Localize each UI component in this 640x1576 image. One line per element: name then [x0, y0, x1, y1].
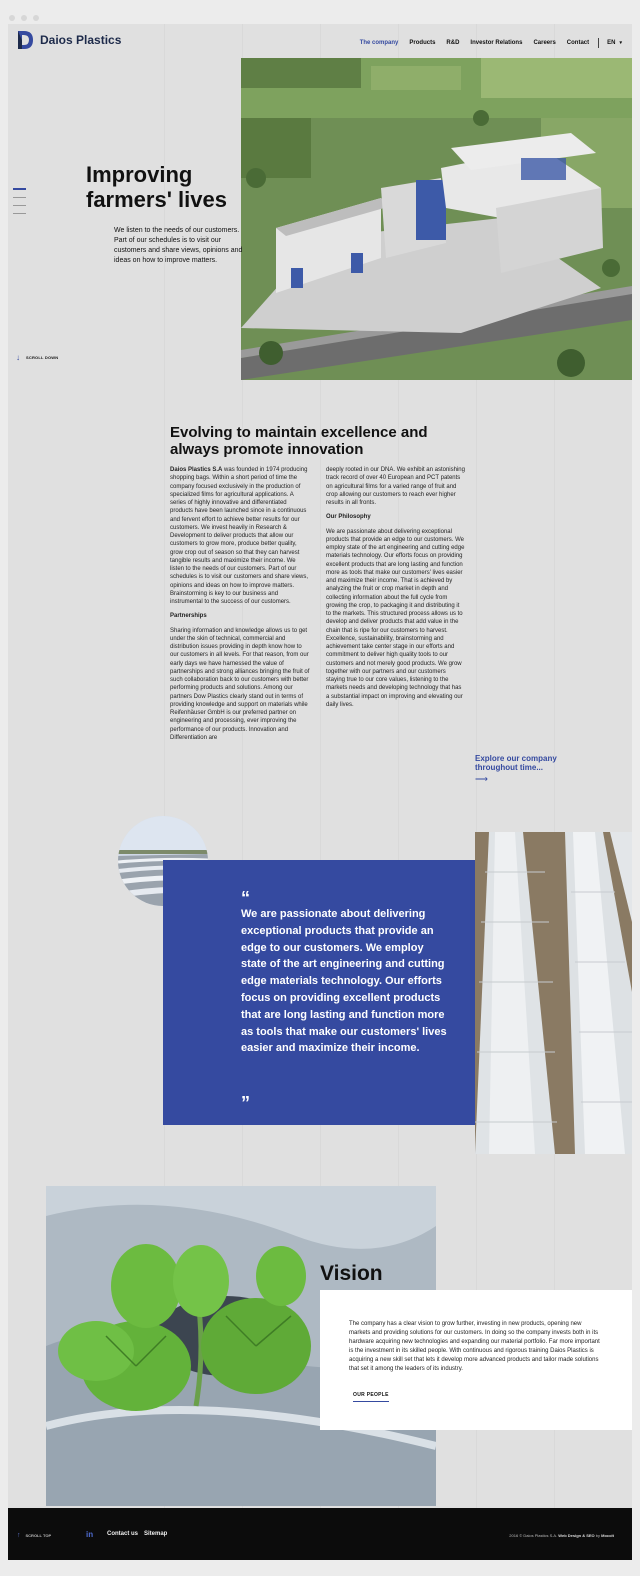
arrow-up-icon: ↑	[17, 1532, 21, 1539]
nav-item-investor-relations[interactable]: Investor Relations	[470, 40, 523, 46]
nav-divider	[598, 38, 599, 48]
greenhouse-tunnel-image	[475, 832, 632, 1154]
window-dot-icon	[33, 15, 39, 21]
about-intro-text: was founded in 1974 producing shopping bags. Within a short period of time the company focused exclusively in the production of specialized films for agricultural applications. A series of highly innovative and differentiated products have been launched since in a continuous and fervent effort to achieve better results for our customers. We invest heavily in Research & Development to deliver products that allow our customers to grow more, produce better quality, grow crop out of season so that they can harvest tangible results and maximize their income. We listen to the needs of our customers. Part of our schedules is to visit our customers and share views, opinions and ideas on how to improve matters. Brainstorming is key to our business and instrumental to the success of our customers.	[170, 467, 309, 605]
company-name: Daios Plastics S.A	[170, 467, 223, 473]
copyright-service: Web Design & SEO	[558, 1533, 595, 1538]
logo[interactable]	[16, 30, 121, 50]
copyright	[509, 1533, 614, 1538]
arrow-right-icon[interactable]: ⟶	[475, 774, 488, 784]
vision-title: Vision	[320, 1262, 383, 1285]
nav-item-products[interactable]: Products	[409, 40, 436, 46]
section-indicator-item[interactable]	[13, 213, 26, 214]
hero-title-line-1: Improving	[86, 162, 193, 187]
philosophy-text: We are passionate about delivering exceptional products that provide an edge to our customers. We employ state of the art engineering and cutting edge materials technology. Our efforts focus on providing excellent products that are long lasting and function more as tools that make our customers' lives easier and maximize their income. That is achieved by analyzing the fruit or crop market in depth and collecting information about the full cycle from growing the crop, to packaging it and distributing it to the markets. This structured process allows us to develop and deliver products that add value in the chain that is ripe for our customers to harvest. Excellence, sustainability, brainstorming and achievement take center stage in our efforts and commitment to deliver high quality tools to our customers and not merely good products. We grow together with our partners and our customers staying true to our core values, listening to the markets needs and developing technology that has a substantial impact on improving and elevating our daily lives.	[326, 528, 465, 708]
browser-chrome	[0, 0, 640, 24]
scroll-down-label: SCROLL DOWN	[26, 355, 59, 360]
scroll-top-label: SCROLL TOP	[25, 1533, 52, 1538]
daios-d-logo-icon	[16, 30, 34, 50]
quote-open-mark: “	[241, 888, 250, 908]
nav-item-careers[interactable]: Careers	[533, 40, 556, 46]
explore-history-link[interactable]: Explore our company throughout time...	[475, 754, 557, 772]
our-people-link[interactable]: OUR PEOPLE	[353, 1392, 389, 1402]
window-dot-icon	[9, 15, 15, 21]
window-dot-icon	[21, 15, 27, 21]
nav-item-rnd[interactable]: R&D	[446, 40, 460, 46]
nav-item-the-company[interactable]: The company	[359, 40, 399, 46]
about-column-1	[170, 466, 310, 748]
partnerships-text: Sharing information and knowledge allows us to get under the skin of technical, commercial and distribution issues providing in depth know how to our customers in all levels. For that reason, from our early days we have harnessed the value of partnerships and strong alliances bringing the fruit of such collaboration back to our customers with better performing products and solutions. Among our partners Dow Plastics clearly stand out in terms of providing knowledge and support on materials while Reifenhäuser GmbH is our preferred partner on engineering and processing, ever improving the performance of our products. Innovation and Differentiation are	[170, 627, 310, 741]
main-nav	[349, 38, 622, 48]
linkedin-icon[interactable]: in	[86, 1530, 94, 1539]
section-indicator-item[interactable]	[13, 188, 26, 190]
sitemap-link[interactable]: Sitemap	[144, 1531, 168, 1537]
hero-title-line-2: farmers' lives	[86, 187, 227, 212]
philosophy-heading: Our Philosophy	[326, 514, 371, 521]
chevron-down-icon: ▾	[619, 40, 622, 46]
hero-text: We listen to the needs of our customers. Part of our schedules is to visit our customers and share views, opinions and ideas on how to improve matters.	[114, 227, 243, 264]
about-intro	[170, 466, 310, 606]
arrow-down-icon: ↓	[16, 353, 20, 362]
copyright-prefix: 2016 © Daios Plastics S.A.	[509, 1533, 559, 1538]
scroll-down-button[interactable]	[16, 353, 58, 362]
quote-box	[163, 860, 475, 1125]
nav-item-contact[interactable]: Contact	[566, 40, 590, 46]
hero-title	[86, 162, 227, 212]
section-indicator-item[interactable]	[13, 205, 26, 206]
section-indicator-item[interactable]	[13, 197, 26, 198]
brand-name: Daios Plastics	[40, 33, 122, 47]
about-col2-intro: deeply rooted in our DNA. We exhibit an astonishing track record of over 40 European and PCT patents on agricultural films for a varied range of fruit and crop allowing our customers to reach ever higher results in all fronts.	[326, 467, 465, 506]
language-label: EN	[607, 40, 616, 46]
page	[8, 24, 632, 1560]
language-selector[interactable]	[607, 40, 622, 46]
contact-us-link[interactable]: Contact us	[107, 1531, 139, 1537]
quote-text: We are passionate about delivering exceptional products that provide an edge to our customers. We employ state of the art engineering and cutting edge materials technology. Our efforts focus on providing excellent products that are long lasting and function more as tools that make our customers' lives easier and maximize their income.	[241, 908, 447, 1055]
about-column-2	[326, 466, 466, 715]
section-indicator	[13, 188, 26, 221]
footer	[8, 1508, 632, 1560]
agency-link[interactable]: Mocolt	[601, 1533, 614, 1538]
quote-close-mark: ”	[241, 1093, 250, 1113]
hero-factory-aerial-image	[241, 58, 632, 380]
about-title: Evolving to maintain excellence and always promote innovation	[170, 424, 428, 458]
scroll-top-button[interactable]	[17, 1532, 51, 1539]
partnerships-heading: Partnerships	[170, 613, 207, 620]
vision-card	[320, 1290, 632, 1430]
copyright-by: by	[594, 1533, 602, 1538]
vision-text: The company has a clear vision to grow further, investing in new products, opening new markets and providing solutions for our customers. In doing so the company invests both in its hardware acquiring new technologies and expanding our material portfolio. Far more important is the investment in its skilled people. With continuous and rigorous training Daios Plastics is acquiring a new skill set that lets it develop more advanced products and tailor made solutions that set it among the leaders of its industry.	[349, 1321, 600, 1372]
